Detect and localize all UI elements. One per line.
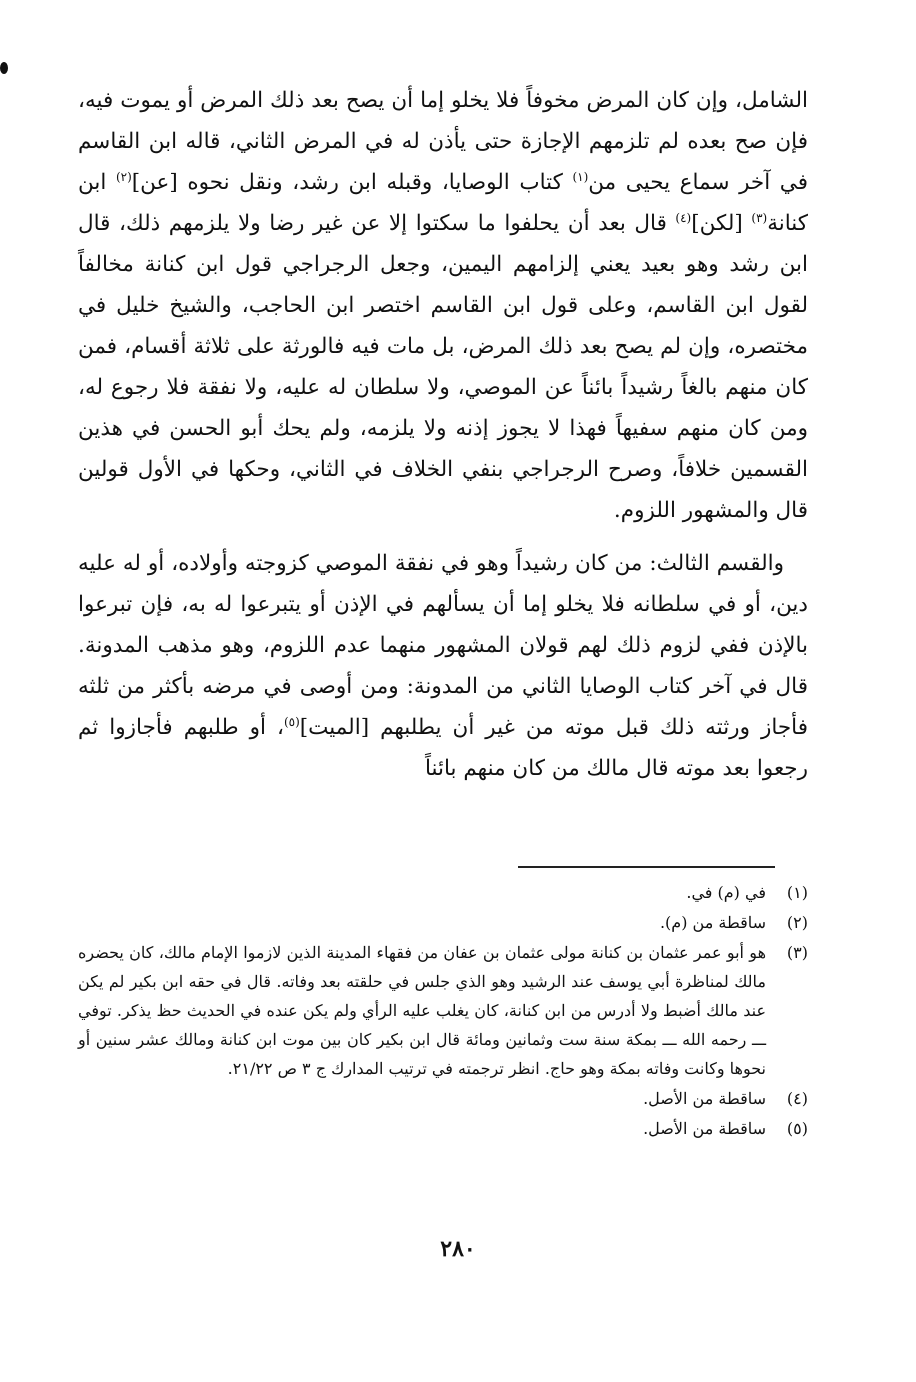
text-run: كتاب الوصايا، وقبله ابن رشد، ونقل نحوه [عن] [131,170,573,195]
footnote-2 [78,908,808,937]
text-run: والقسم الثالث: من كان رشيداً وهو في نفقة الموصي كزوجته وأولاده، أو له عليه دين، أو في سلطانه فلا يخلو إما أن يسألهم في الإذن أو يتبرعوا له به، فإن تبرعوا بالإذن ففي لزوم ذلك لهم قولان المشهور منهما عدم اللزوم، وهو مذهب المدونة. قال في آخر كتاب الوصايا الثاني من المدونة: ومن أوصى في مرضه بأكثر من ثلثه فأجاز ورثته ذلك قبل موته من غير أن يطلبهم [الميت] [78,551,809,740]
footnote-ref-1[interactable]: (١) [572,169,589,184]
footnote-number: (١) [786,883,808,902]
footnote-number: (٤) [786,1089,808,1108]
paragraph-2 [78,543,808,789]
footnote-text: هو أبو عمر عثمان بن كنانة مولى عثمان بن عفان من فقهاء المدينة الذين لازموا الإمام مالك، كان يحضره مالك لمناظرة أبي يوسف عند الرشيد وهو الذي جلس في حلقته بعد وفاته. قال في حقه ابن بكير لم يكن عند مالك أضبط ولا أدرس من ابن كنانة، كان يغلب عليه الرأي ولم يكن عنده في الحديث حظ يذكر. توفي ـــ رحمه الله ـــ بمكة سنة ست وثمانين ومائة قال ابن بكير كان بين موت ابن كنانة ومالك عشر سنين أو نحوها وكانت وفاته بمكة وهو حاج. انظر ترجمته في ترتيب المدارك ج ٣ ص ٢١/٢٢. [78,943,767,1078]
footnotes [78,878,808,1144]
paragraph-1 [78,80,808,531]
text-run: قال بعد أن يحلفوا ما سكتوا إلا عن غير رضا ولا يلزمهم ذلك، قال ابن رشد وهو بعيد يعني إلزامهم اليمين، وجعل الرجراجي قول ابن كنانة مخالفاً لقول ابن القاسم، وعلى قول ابن القاسم اختصر ابن الحاجب، والشيخ خليل في مختصره، وإن لم يصح بعد ذلك المرض، بل مات فيه فالورثة على ثلاثة أقسام، فمن كان منهم بالغاً رشيداً بائناً عن الموصي، ولا سلطان له عليه، ولا نفقة فلا رجوع له، ومن كان منهم سفيهاً فهذا لا يجوز إذنه ولا يلزمه، ولم يحك أبو الحسن في هذين القسمين خلافاً، وصرح الرجراجي بنفي الخلاف في الثاني، وحكها في الأول قولين قال والمشهور اللزوم. [78,211,808,523]
footnote-number: (٢) [786,913,808,932]
footnote-text: ساقطة من الأصل. [643,1089,766,1108]
text-run: الشامل، وإن كان المرض مخوفاً فلا يخلو إما أن يصح بعد ذلك المرض أو يموت فيه، فإن صح بعده لم تلزمهم الإجازة حتى يأذن له في المرض الثاني، قاله ابن القاسم في آخر سماع يحيى من [78,88,808,195]
footnote-number: (٥) [786,1119,808,1138]
footnote-text: في (م) في. [686,883,766,902]
footnote-text: ساقطة من (م). [659,913,766,932]
footnote-5 [78,1114,808,1143]
main-text [78,80,808,789]
footnote-ref-4[interactable]: (٤) [675,210,692,225]
page-number: ٢٨٠ [440,1236,476,1262]
footnote-ref-2[interactable]: (٢) [115,169,132,184]
footnote-separator [518,866,775,868]
footnote-3 [78,938,808,1083]
footnote-number: (٣) [786,943,808,962]
text-run: [لكن] [691,211,752,236]
footnote-text: ساقطة من الأصل. [643,1119,766,1138]
footnote-ref-3[interactable]: (٣) [751,210,768,225]
text-run: ، أو طلبهم فأجازوا ثم رجعوا بعد موته قال مالك من كان منهم بائناً [78,715,808,781]
page-edge-mark [0,62,8,74]
footnote-1 [78,878,808,907]
footnote-ref-5[interactable]: (٥) [283,714,300,729]
text-run: ابن كنانة [78,170,808,236]
footnote-4 [78,1084,808,1113]
